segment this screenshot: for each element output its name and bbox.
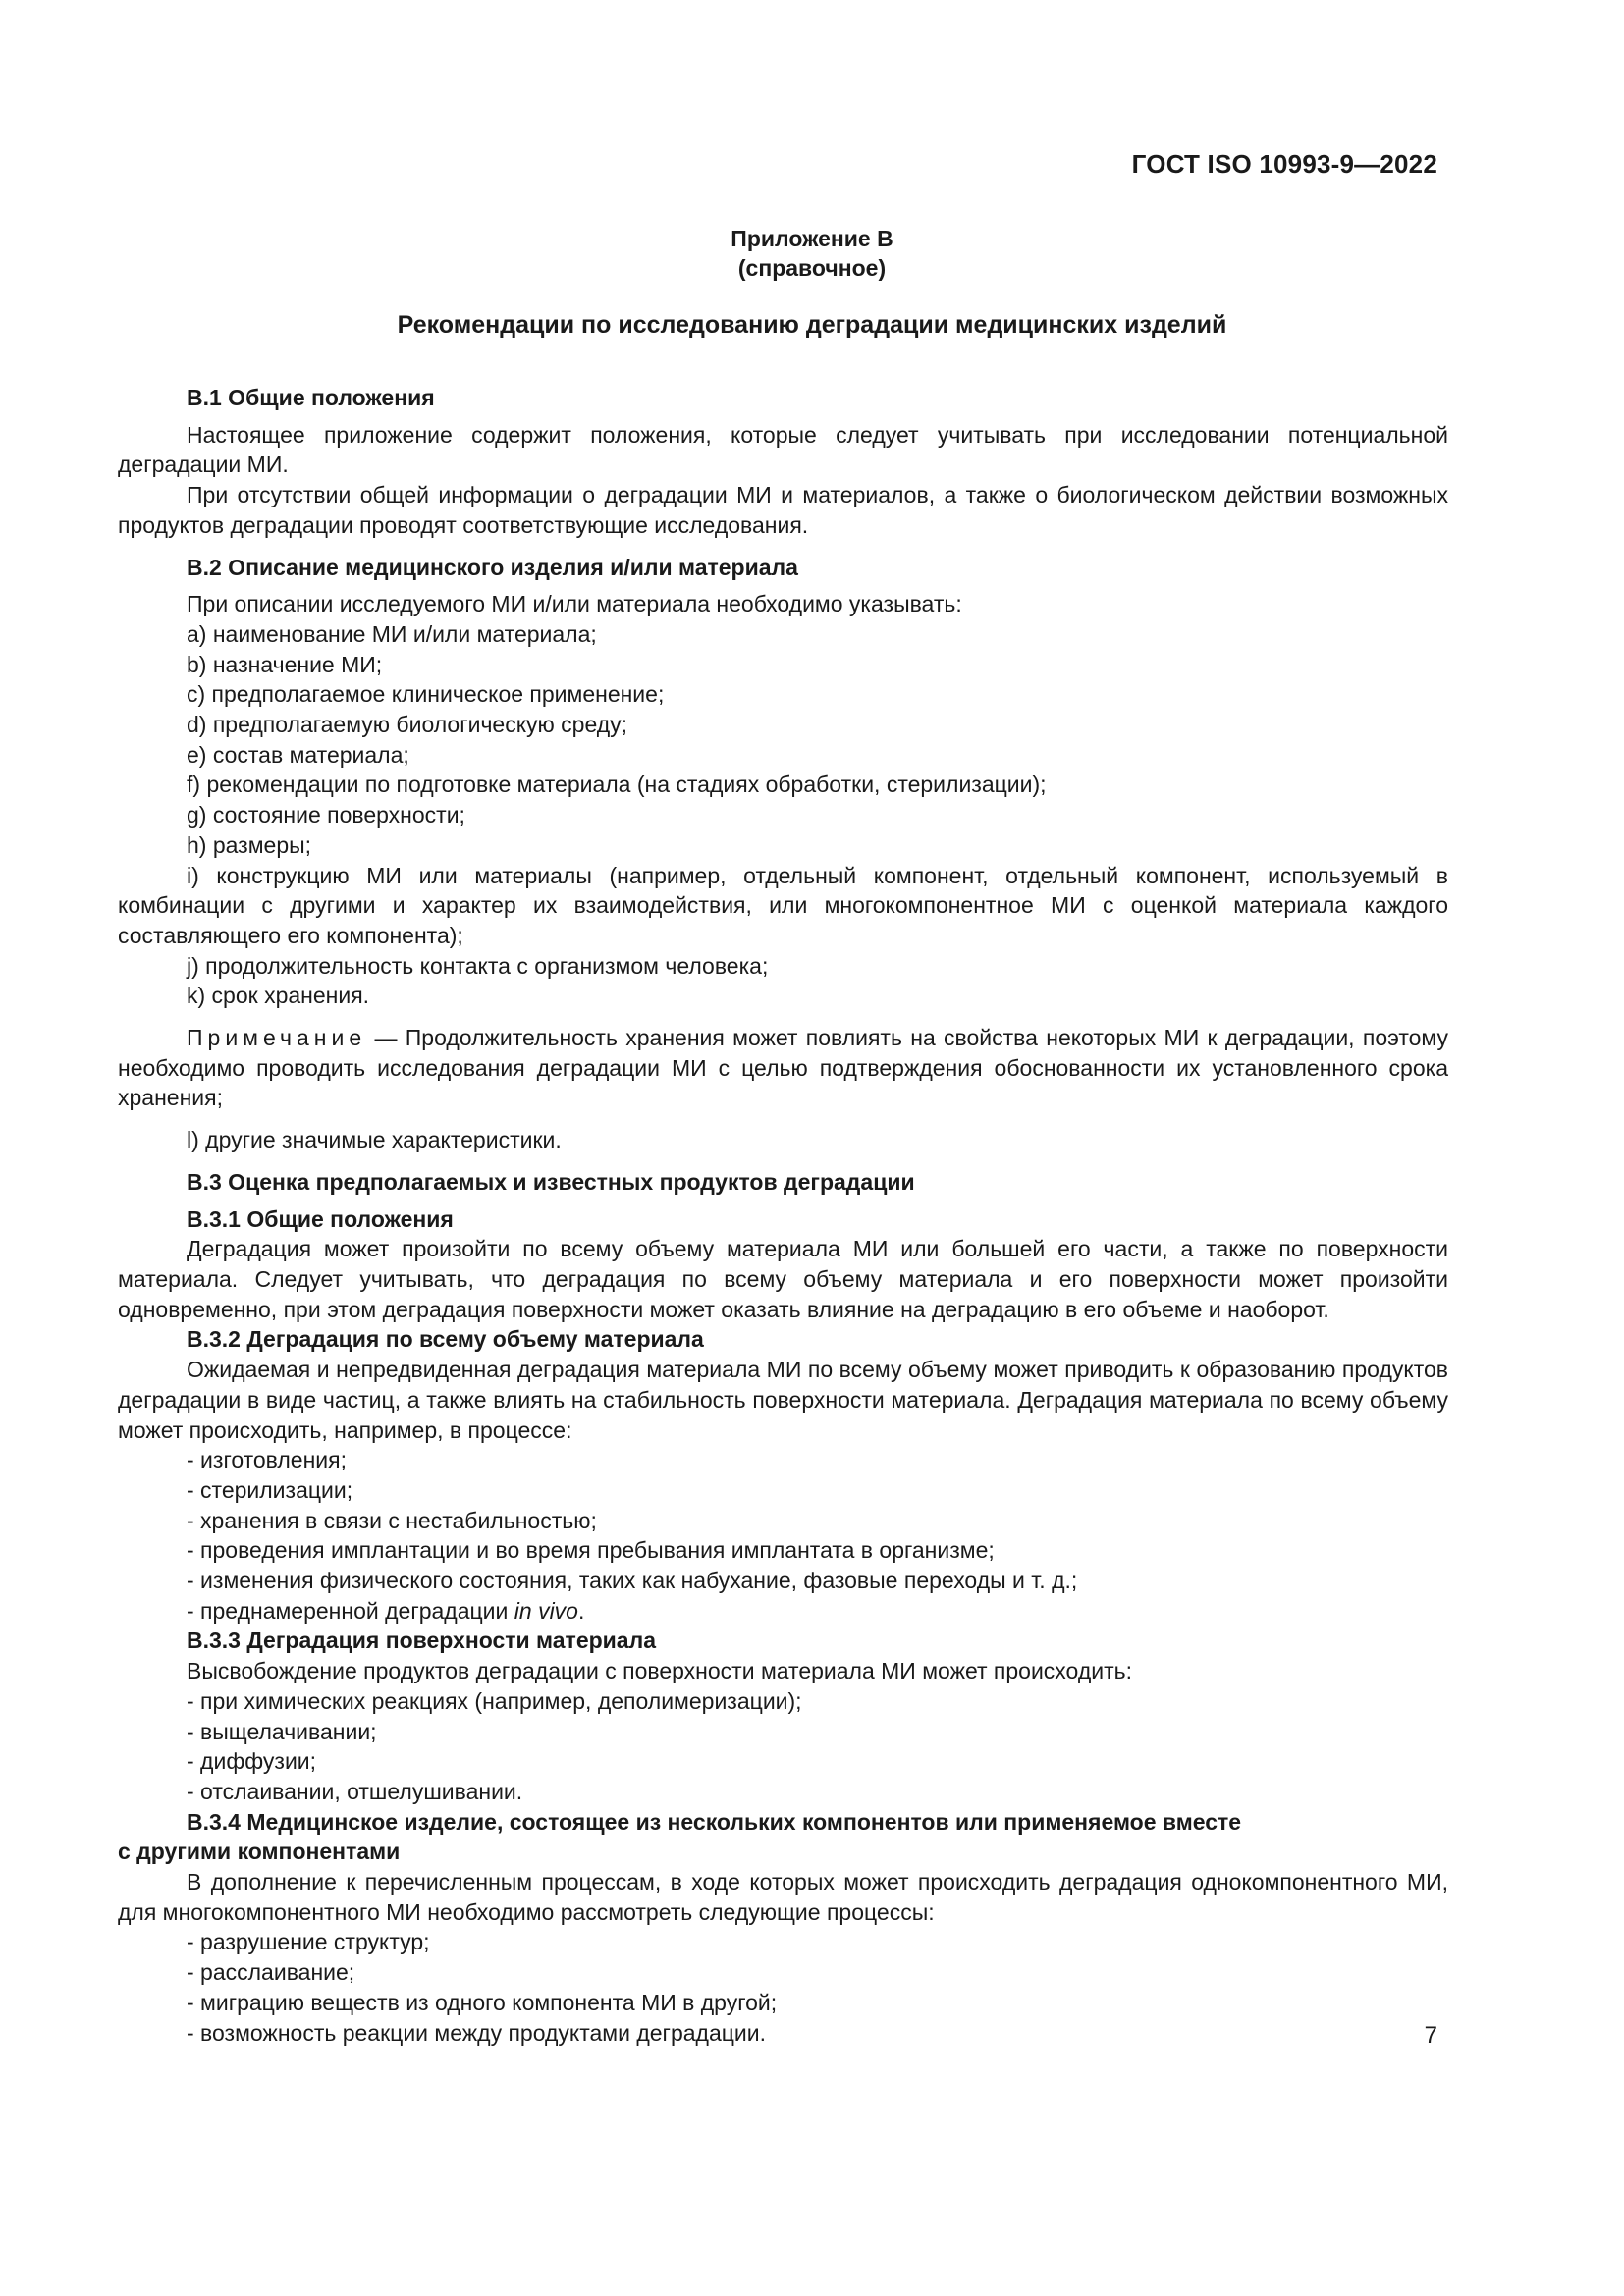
list-item: g) состояние поверхности; — [187, 802, 465, 828]
standard-code: ГОСТ ISO 10993-9—2022 — [1131, 149, 1437, 179]
section-b3-2-heading: В.3.2 Деградация по всему объему материала — [187, 1326, 704, 1353]
section-b3-4-heading-line-2: с другими компонентами — [118, 1839, 401, 1865]
list-item: f) рекомендации по подготовке материала (на стадиях обработки, стерилизации); — [187, 772, 1047, 798]
list-item: l) другие значимые характеристики. — [187, 1127, 562, 1153]
section-b2-heading: В.2 Описание медицинского изделия и/или материала — [187, 554, 798, 580]
list-item: - изменения физического состояния, таких как набухание, фазовые переходы и т. д.; — [187, 1568, 1078, 1594]
list-item-prefix: - преднамеренной деградации — [187, 1597, 514, 1624]
list-item: b) назначение МИ; — [187, 651, 383, 677]
list-item: - диффузии; — [187, 1748, 317, 1775]
section-b3-1-heading: В.3.1 Общие положения — [187, 1205, 454, 1232]
list-item: e) состав материала; — [187, 741, 409, 768]
in-vivo-term: in vivo — [514, 1597, 578, 1624]
list-item: h) размеры; — [187, 831, 312, 858]
appendix-title: Рекомендации по исследованию деградации медицинских изделий — [397, 311, 1227, 339]
section-b1-paragraph-2: При отсутствии общей информации о деградации МИ и материалов, а также о биологическом действии возможных продуктов деградации проводят соответствующие исследования. — [118, 482, 1448, 538]
list-item-suffix: . — [577, 1597, 585, 1624]
list-item: - миграцию веществ из одного компонента МИ в другой; — [187, 1989, 778, 2015]
list-item: k) срок хранения. — [187, 983, 370, 1009]
section-b3-1-text: Деградация может произойти по всему объему материала МИ или большей его части, а также по поверхности материала. Следует учитывать, что деградация по всему объему материала и его поверхности может произойти одновременно, при этом деградация поверхности может оказать влияние на деградацию в его объеме и наоборот. — [118, 1236, 1448, 1322]
section-b2-intro: При описании исследуемого МИ и/или материала необходимо указывать: — [187, 591, 962, 617]
list-item — [118, 1596, 1448, 1627]
list-item: d) предполагаемую биологическую среду; — [187, 712, 628, 738]
section-b3-3-heading: В.3.3 Деградация поверхности материала — [187, 1628, 656, 1654]
list-item: - отслаивании, отшелушивании. — [187, 1778, 523, 1804]
list-item: - при химических реакциях (например, деполимеризации); — [187, 1687, 802, 1714]
note-label: Примечание — [187, 1025, 367, 1051]
section-b3-3-text: Высвобождение продуктов деградации с поверхности материала МИ может происходить: — [187, 1658, 1133, 1684]
list-item: - расслаивание; — [187, 1959, 355, 1986]
list-item: a) наименование МИ и/или материала; — [187, 620, 597, 647]
list-item: - стерилизации; — [187, 1476, 353, 1503]
appendix-type: (справочное) — [737, 255, 887, 281]
appendix-heading — [0, 224, 1624, 283]
list-item: - возможность реакции между продуктами деградации. — [187, 2019, 767, 2046]
section-b3-2-text: Ожидаемая и непредвиденная деградация материала МИ по всему объему может приводить к образованию продуктов деградации в виде частиц, а также влиять на стабильность поверхности материала. Деградация материала по всему объему может происходить, например, в процессе: — [118, 1357, 1448, 1443]
list-item: c) предполагаемое клиническое применение; — [187, 681, 665, 708]
list-item: - изготовления; — [187, 1447, 347, 1473]
list-item: - выщелачивании; — [187, 1718, 377, 1744]
list-item: - разрушение структур; — [187, 1929, 430, 1955]
list-item: - проведения имплантации и во время пребывания имплантата в организме; — [187, 1537, 995, 1564]
page-number: 7 — [1424, 2022, 1437, 2049]
note-text: — Продолжительность хранения может повлиять на свойства некоторых МИ к деградации, поэтому необходимо проводить исследования деградации МИ с целью подтверждения обоснованности их установленного срока хранения; — [118, 1025, 1448, 1111]
section-b1-paragraph-1: Настоящее приложение содержит положения, которые следует учитывать при исследовании потенциальной деградации МИ. — [118, 421, 1448, 478]
section-b3-4-heading-line-1: В.3.4 Медицинское изделие, состоящее из нескольких компонентов или применяемое вместе — [187, 1808, 1242, 1835]
list-item: j) продолжительность контакта с организмом человека; — [187, 952, 769, 979]
document-body — [118, 383, 1448, 2048]
list-item: i) конструкцию МИ или материалы (например, отдельный компонент, отдельный компонент, используемый в комбинации с другими и характер их взаимодействия, или многокомпонентное МИ с оценкой материала каждого составляющего его компонента); — [118, 862, 1448, 948]
section-b1-heading: В.1 Общие положения — [187, 385, 435, 410]
section-b3-4-text: В дополнение к перечисленным процессам, в ходе которых может происходить деградация однокомпонентного МИ, для многокомпонентного МИ необходимо рассмотреть следующие процессы: — [118, 1869, 1448, 1925]
note-paragraph — [118, 1023, 1448, 1113]
appendix-label: Приложение В — [731, 226, 893, 251]
section-b3-heading: В.3 Оценка предполагаемых и известных продуктов деградации — [187, 1168, 915, 1195]
list-item: - хранения в связи с нестабильностью; — [187, 1507, 597, 1533]
